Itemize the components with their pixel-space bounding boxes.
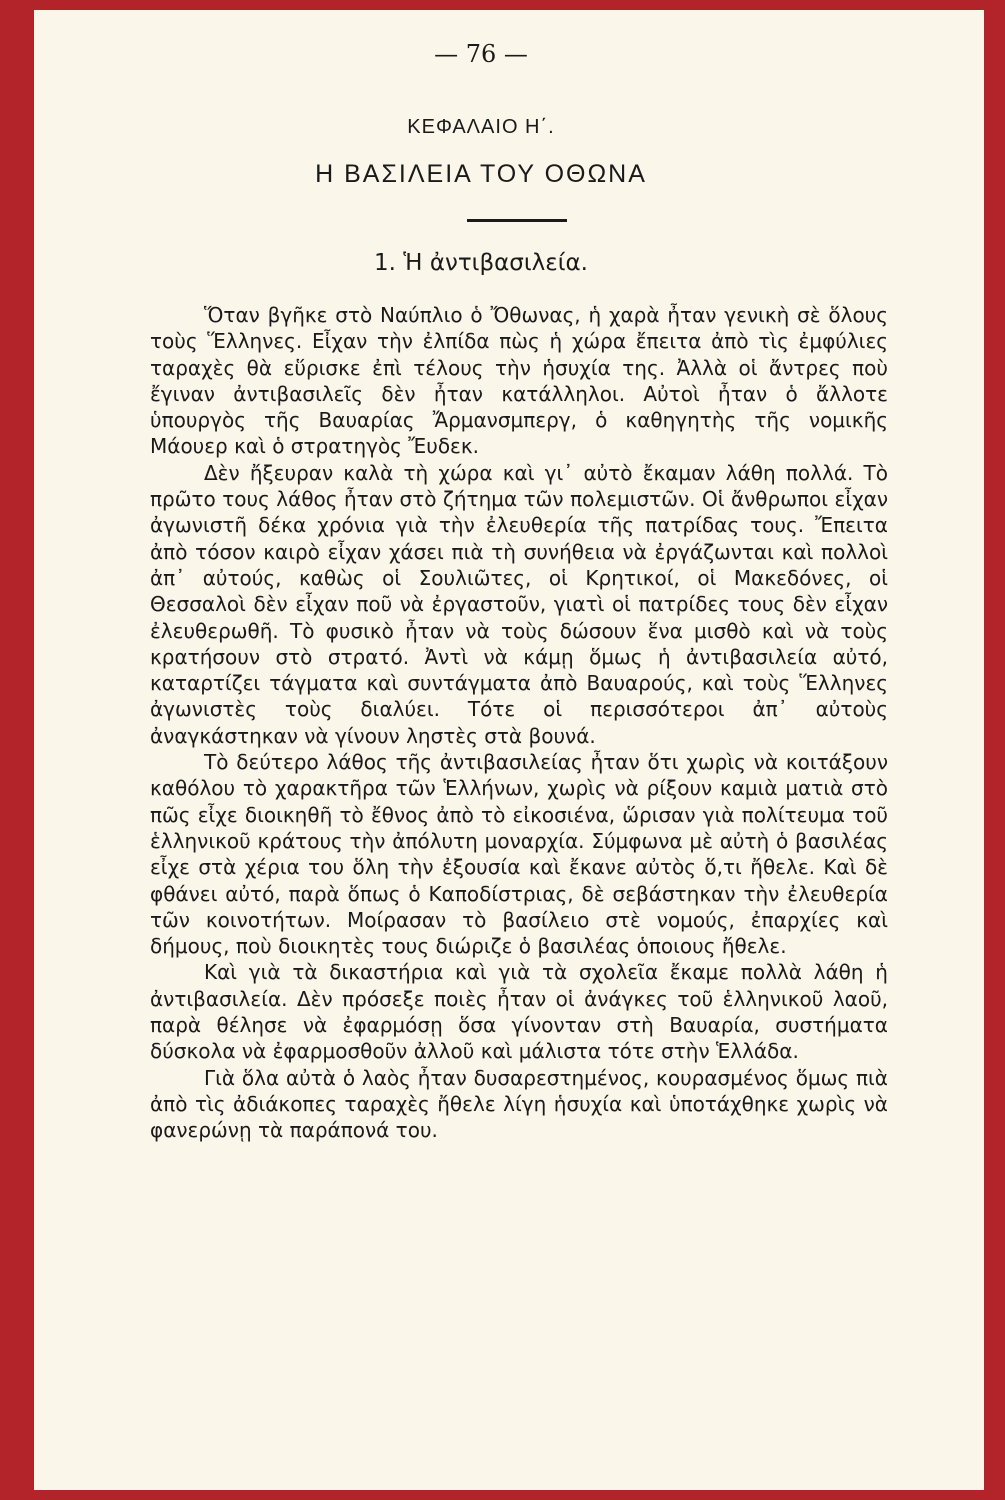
page-number: — 76 —: [434, 40, 528, 68]
paragraph: Τὸ δεύτερο λάθος τῆς ἀντιβασιλείας ἦταν ὅτι χωρὶς νὰ κοιτάξουν καθόλου τὸ χαρακτῆρα τῶν Ἑλλήνων, χωρὶς νὰ ρίξουν καμιὰ ματιὰ στὸ πῶς εἶχε διοικηθῆ τὸ ἔθνος ἀπὸ τὸ εἰκοσιένα, ὥρισαν γιὰ πολίτευμα τοῦ ἑλληνικοῦ κράτους τὴν ἀπόλυτη μοναρχία. Σύμφωνα μὲ αὐτὴ ὁ βασιλέας εἶχε στὰ χέρια του ὅλη τὴν ἐξουσία καὶ ἔκανε αὐτὸς ὅ,τι ἤθελε. Καὶ δὲ φθάνει αὐτό, παρὰ ὅπως ὁ Καποδίστριας, δὲ σεβάστηκαν τὴν ἐλευθερία τῶν κοινοτήτων. Μοίρασαν τὸ βασίλειο στὲ νομούς, ἐπαρχίες καὶ δήμους, ποὺ διοικητὲς τους διώριζε ὁ βασιλέας ὁποιους ἤθελε.: [150, 750, 888, 959]
section-heading: 1. Ἡ ἀντιβασιλεία.: [374, 250, 588, 276]
paragraph: Γιὰ ὅλα αὐτὰ ὁ λαὸς ἦταν δυσαρεστημένος, κουρασμένος ὅμως πιὰ ἀπὸ τὶς ἀδιάκοπες ταραχὲς ἤθελε λίγη ἡσυχία καὶ ὑποτάχθηκε χωρὶς νὰ φανερώνῃ τὰ παράπονά του.: [150, 1065, 888, 1143]
paragraph: Καὶ γιὰ τὰ δικαστήρια καὶ γιὰ τὰ σχολεῖα ἔκαμε πολλὰ λάθη ἡ ἀντιβασιλεία. Δὲν πρόσεξε ποιὲς ἦταν οἱ ἀνάγκες τοῦ ἑλληνικοῦ λαοῦ, παρὰ θέλησε νὰ ἐφαρμόσῃ ὅσα γίνονταν στὴ Βαυαρία, συστήματα δύσκολα νὰ ἐφαρμοσθοῦν ἀλλοῦ καὶ μάλιστα τότε στὴν Ἑλλάδα.: [150, 960, 888, 1064]
title-divider: [467, 219, 567, 222]
paragraph: Ὅταν βγῆκε στὸ Ναύπλιο ὁ Ὄθωνας, ἡ χαρὰ ἦταν γενικὴ σὲ ὅλους τοὺς Ἕλληνες. Εἶχαν τὴν ἐλπίδα πὼς ἡ χώρα ἔπειτα ἀπὸ τὶς ἐμφύλιες ταραχὲς θὰ εὕρισκε ἐπὶ τέλους τὴν ἡσυχία της. Ἀλλὰ οἱ ἄντρες ποὺ ἔγιναν ἀντιβασιλεῖς δὲν ἦταν κατάλληλοι. Αὐτοὶ ἦταν ὁ ἄλλοτε ὑπουργὸς τῆς Βαυαρίας Ἄρμανσμπεργ, ὁ καθηγητὴς τῆς νομικῆς Μάουερ καὶ ὁ στρατηγὸς Ἔυδεκ.: [150, 303, 888, 459]
book-page: [34, 10, 984, 1490]
chapter-label: ΚΕΦΑΛΑΙΟ Η΄.: [407, 116, 555, 138]
chapter-title: Η ΒΑΣΙΛΕΙΑ ΤΟΥ ΟΘΩΝΑ: [315, 160, 647, 188]
paragraph: Δὲν ἤξευραν καλὰ τὴ χώρα καὶ γι᾽ αὐτὸ ἔκαμαν λάθη πολλά. Τὸ πρῶτο τους λάθος ἦταν στὸ ζήτημα τῶν πολεμιστῶν. Οἱ ἄνθρωποι εἶχαν ἀγωνιστῆ δέκα χρόνια γιὰ τὴν ἐλευθερία τῆς πατρίδας τους. Ἔπειτα ἀπὸ τόσον καιρὸ εἶχαν χάσει πιὰ τὴ συνήθεια νὰ ἐργάζωνται καὶ πολλοὶ ἀπ᾽ αὐτούς, καθὼς οἱ Σουλιῶτες, οἱ Κρητικοί, οἱ Μακεδόνες, οἱ Θεσσαλοὶ δὲν εἶχαν ποῦ νὰ ἐργαστοῦν, γιατὶ οἱ πατρίδες τους δὲν εἶχαν ἐλευθερωθῆ. Τὸ φυσικὸ ἦταν νὰ τοὺς δώσουν ἕνα μισθὸ καὶ νὰ τοὺς κρατήσουν στὸ στρατό. Ἀντὶ νὰ κάμῃ ὅμως ἡ ἀντιβασιλεία αὐτό, καταρτίζει τάγματα καὶ συντάγματα ἀπὸ Βαυαρούς, καὶ τοὺς Ἕλληνες ἀγωνιστὲς τοὺς διαλύει. Τότε οἱ περισσότεροι ἀπ᾽ αὐτοὺς ἀναγκάστηκαν νὰ γίνουν ληστὲς στὰ βουνά.: [150, 460, 888, 748]
body-text: [150, 302, 888, 1144]
